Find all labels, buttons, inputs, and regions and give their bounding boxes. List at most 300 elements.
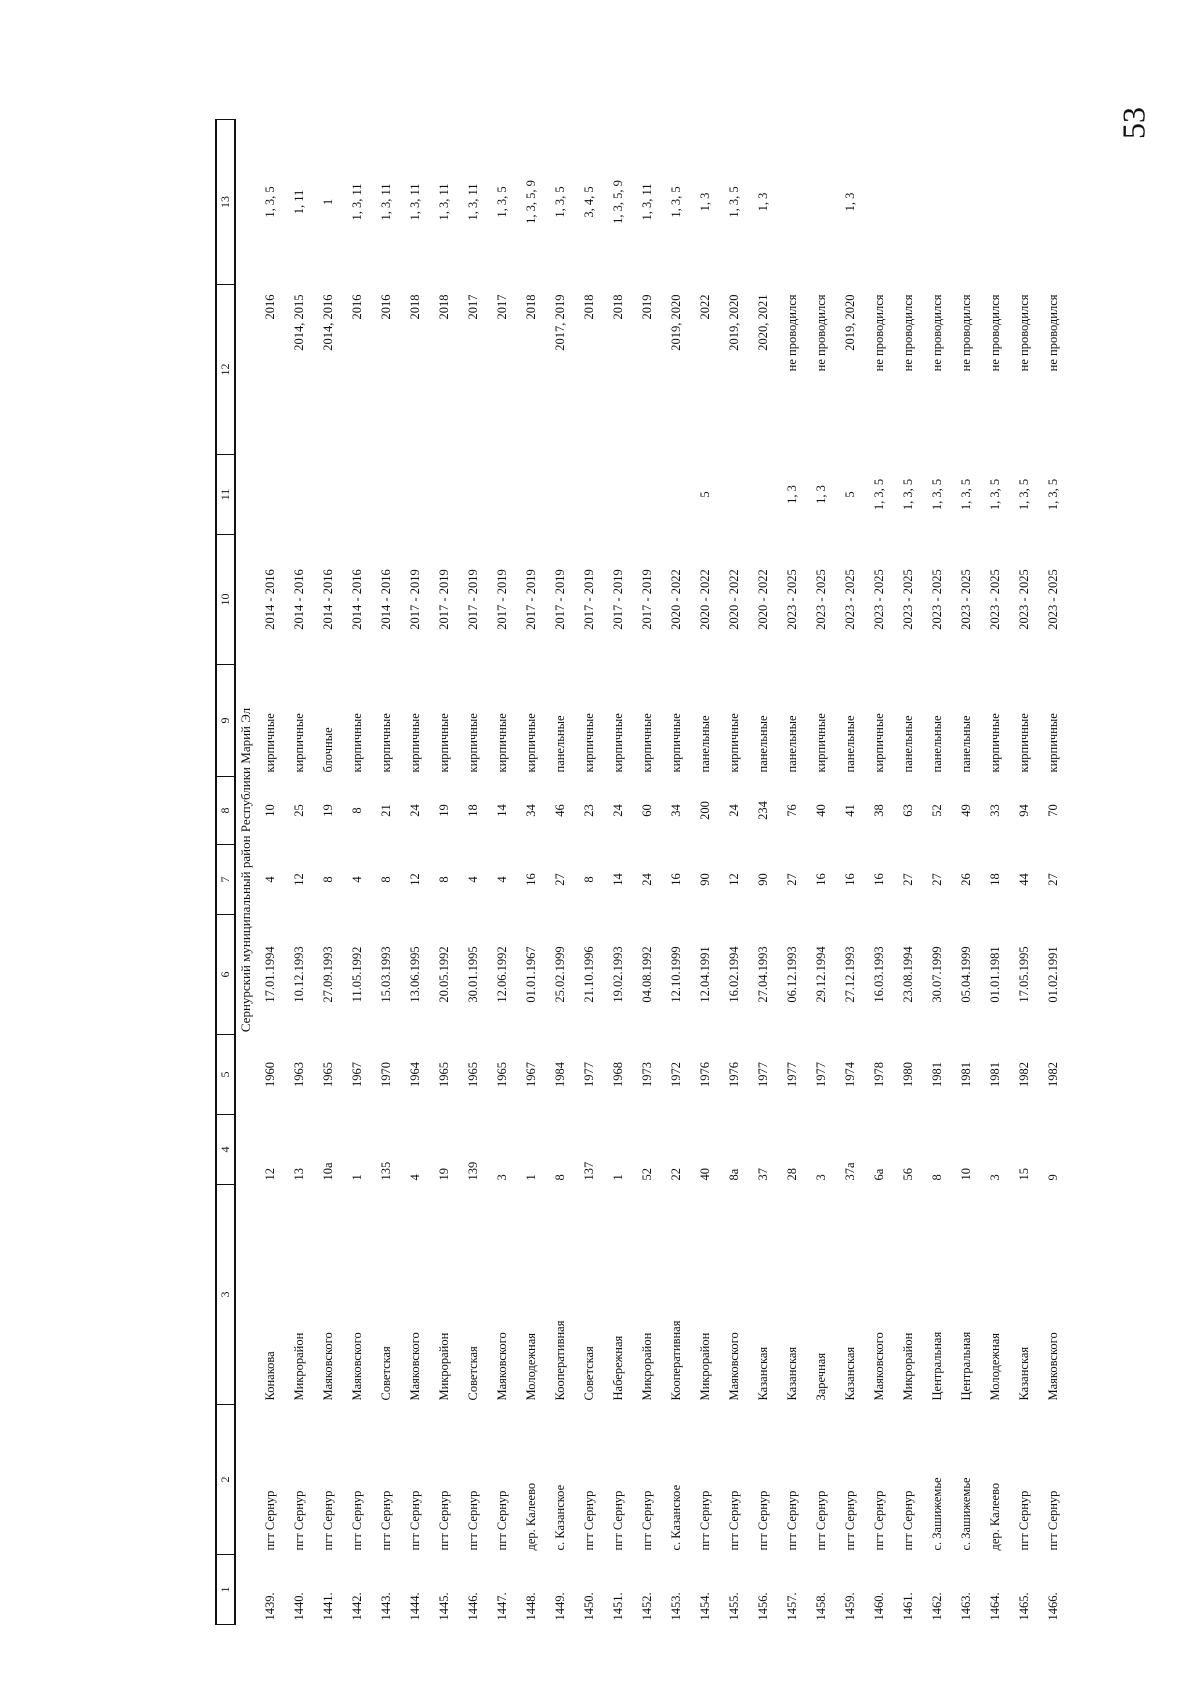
column-header-9: 9	[216, 665, 235, 777]
row-number-cell: 1450.	[582, 1592, 596, 1621]
wall-material-cell: кирпичные	[292, 713, 306, 773]
row-number-cell: 1464.	[988, 1592, 1002, 1621]
build-year-cell: 1982	[1046, 1062, 1060, 1087]
repair-period-cell: 2023 - 2025	[872, 569, 886, 630]
completed-works-cell	[952, 120, 981, 285]
table-row	[343, 120, 372, 1625]
planned-works-cell	[285, 455, 314, 535]
apartments-cell: 200	[698, 801, 712, 820]
apartments-cell: 76	[785, 804, 799, 817]
planned-works-cell	[343, 455, 372, 535]
ownership-date-cell: 12.04.1991	[698, 946, 712, 1003]
apartments-cell: 234	[756, 801, 770, 820]
build-year-cell: 1984	[553, 1062, 567, 1087]
repair-period-cell: 2023 - 2025	[1046, 569, 1060, 630]
street-cell: Советская	[466, 1346, 480, 1401]
repair-year-cell: 2020, 2021	[756, 294, 770, 351]
apartments-cell: 23	[582, 804, 596, 817]
house-number-cell: 3	[814, 1174, 828, 1181]
row-number-cell: 1463.	[959, 1592, 973, 1621]
wall-material-cell: кирпичные	[379, 713, 393, 773]
repair-period-cell: 2023 - 2025	[843, 569, 857, 630]
street-cell: Центральная	[959, 1331, 973, 1401]
build-year-cell: 1967	[350, 1062, 364, 1087]
house-number-cell: 1	[611, 1174, 625, 1181]
settlement-cell: пгт Сернур	[263, 1490, 277, 1551]
street-cell: Маяковского	[321, 1332, 335, 1401]
row-number-cell: 1448.	[524, 1592, 538, 1621]
settlement-cell: пгт Сернур	[756, 1490, 770, 1551]
repair-year-cell: не проводился	[901, 294, 915, 372]
column-header-2: 2	[216, 1405, 235, 1555]
apartments-cell: 41	[843, 804, 857, 817]
table-row	[314, 120, 343, 1625]
repair-year-cell: 2017	[466, 294, 480, 320]
repair-year-cell: не проводился	[872, 294, 886, 372]
house-number-cell: 15	[1017, 1168, 1031, 1181]
floors-cell: 16	[872, 873, 886, 886]
wall-material-cell: кирпичные	[582, 713, 596, 773]
completed-works-cell	[778, 120, 807, 285]
row-number-cell: 1451.	[611, 1592, 625, 1621]
apartments-cell: 10	[263, 804, 277, 817]
apartments-cell: 8	[350, 807, 364, 814]
floors-cell: 16	[814, 873, 828, 886]
house-number-cell: 9	[1046, 1174, 1060, 1181]
completed-works-cell: 1, 3, 11	[379, 183, 393, 221]
street-cell: Набережная	[611, 1335, 625, 1401]
row-number-cell: 1440.	[292, 1592, 306, 1621]
planned-works-cell	[430, 455, 459, 535]
repair-period-cell: 2020 - 2022	[698, 569, 712, 630]
planned-works-cell: 5	[843, 491, 857, 498]
house-number-cell: 10а	[321, 1162, 335, 1181]
table-row	[691, 120, 720, 1625]
apartments-cell: 24	[611, 804, 625, 817]
repair-period-cell: 2017 - 2019	[553, 569, 567, 630]
apartments-cell: 70	[1046, 804, 1060, 817]
row-number-cell: 1444.	[408, 1592, 422, 1621]
apartments-cell: 34	[524, 804, 538, 817]
build-year-cell: 1970	[379, 1062, 393, 1087]
settlement-cell: пгт Сернур	[321, 1490, 335, 1551]
table-row	[952, 120, 981, 1625]
build-year-cell: 1974	[843, 1062, 857, 1087]
planned-works-cell	[633, 455, 662, 535]
ownership-date-cell: 01.02.1991	[1046, 946, 1060, 1003]
column-header-7: 7	[216, 845, 235, 915]
row-number-cell: 1447.	[495, 1592, 509, 1621]
wall-material-cell: панельные	[959, 715, 973, 773]
planned-works-cell	[720, 455, 749, 535]
house-number-cell: 137	[582, 1161, 596, 1181]
completed-works-cell: 1, 3, 5, 9	[611, 180, 625, 224]
build-year-cell: 1964	[408, 1062, 422, 1087]
table-row	[372, 120, 401, 1625]
completed-works-cell: 1, 3, 11	[350, 183, 364, 221]
wall-material-cell: кирпичные	[1046, 713, 1060, 773]
floors-cell: 27	[1046, 873, 1060, 886]
column-header-5: 5	[216, 1035, 235, 1115]
apartments-cell: 60	[640, 804, 654, 817]
floors-cell: 4	[263, 876, 277, 883]
repair-period-cell: 2023 - 2025	[988, 569, 1002, 630]
repair-year-cell: не проводился	[988, 294, 1002, 372]
settlement-cell: пгт Сернур	[350, 1490, 364, 1551]
build-year-cell: 1977	[756, 1062, 770, 1087]
repair-period-cell: 2023 - 2025	[1017, 569, 1031, 630]
completed-works-cell: 1, 3, 11	[408, 183, 422, 221]
planned-works-cell	[575, 455, 604, 535]
completed-works-cell	[981, 120, 1010, 285]
settlement-cell: пгт Сернур	[1017, 1490, 1031, 1551]
floors-cell: 16	[669, 873, 683, 886]
table-row	[430, 120, 459, 1625]
repair-period-cell: 2017 - 2019	[495, 569, 509, 630]
settlement-cell: пгт Сернур	[437, 1490, 451, 1551]
apartments-cell: 24	[727, 804, 741, 817]
ownership-date-cell: 11.05.1992	[350, 946, 364, 1003]
floors-cell: 90	[756, 873, 770, 886]
completed-works-cell: 1, 3	[843, 192, 857, 212]
column-header-11: 11	[216, 455, 235, 535]
build-year-cell: 1972	[669, 1062, 683, 1087]
row-number-cell: 1458.	[814, 1592, 828, 1621]
repair-period-cell: 2014 - 2016	[292, 569, 306, 630]
planned-works-cell: 1, 3, 5	[872, 478, 886, 511]
table-row	[778, 120, 807, 1625]
floors-cell: 4	[350, 876, 364, 883]
planned-works-cell	[662, 455, 691, 535]
repair-period-cell: 2017 - 2019	[466, 569, 480, 630]
build-year-cell: 1976	[727, 1062, 741, 1087]
street-cell: Маяковского	[1046, 1332, 1060, 1401]
house-number-cell: 1	[350, 1174, 364, 1181]
apartments-cell: 19	[321, 804, 335, 817]
table-row	[517, 120, 546, 1625]
settlement-cell: пгт Сернур	[408, 1490, 422, 1551]
repair-period-cell: 2020 - 2022	[727, 569, 741, 630]
wall-material-cell: кирпичные	[466, 713, 480, 773]
planned-works-cell: 1, 3	[785, 485, 799, 504]
floors-cell: 24	[640, 873, 654, 886]
settlement-cell: пгт Сернур	[495, 1490, 509, 1551]
floors-cell: 4	[466, 876, 480, 883]
wall-material-cell: панельные	[698, 715, 712, 773]
table-row	[256, 120, 285, 1625]
apartments-cell: 25	[292, 804, 306, 817]
street-cell: Микрорайон	[640, 1332, 654, 1401]
build-year-cell: 1965	[321, 1062, 335, 1087]
build-year-cell: 1981	[930, 1062, 944, 1087]
planned-works-cell	[546, 455, 575, 535]
wall-material-cell: кирпичные	[814, 713, 828, 773]
settlement-cell: дер. Калеево	[524, 1482, 538, 1551]
settlement-cell: с. Зашижемье	[930, 1477, 944, 1551]
build-year-cell: 1980	[901, 1062, 915, 1087]
row-number-cell: 1459.	[843, 1592, 857, 1621]
wall-material-cell: кирпичные	[437, 713, 451, 773]
ownership-date-cell: 23.08.1994	[901, 946, 915, 1003]
repair-year-cell: 2019, 2020	[727, 294, 741, 351]
settlement-cell: пгт Сернур	[1046, 1490, 1060, 1551]
settlement-cell: пгт Сернур	[379, 1490, 393, 1551]
table-row	[546, 120, 575, 1625]
street-cell: Маяковского	[727, 1332, 741, 1401]
repair-year-cell: 2022	[698, 294, 712, 320]
build-year-cell: 1981	[959, 1062, 973, 1087]
build-year-cell: 1976	[698, 1062, 712, 1087]
ownership-date-cell: 16.03.1993	[872, 946, 886, 1003]
ownership-date-cell: 30.07.1999	[930, 946, 944, 1003]
apartments-cell: 63	[901, 804, 915, 817]
house-number-cell: 135	[379, 1161, 393, 1181]
region-caption: Сернурский муниципальный район Республики Марий Эл	[238, 707, 253, 1033]
floors-cell: 44	[1017, 873, 1031, 886]
completed-works-cell: 1, 3, 11	[466, 183, 480, 221]
repair-year-cell: не проводился	[959, 294, 973, 372]
settlement-cell: пгт Сернур	[611, 1490, 625, 1551]
street-cell: Микрорайон	[901, 1332, 915, 1401]
street-cell: Маяковского	[408, 1332, 422, 1401]
repair-period-cell: 2014 - 2016	[263, 569, 277, 630]
table-row	[720, 120, 749, 1625]
floors-cell: 12	[727, 873, 741, 886]
apartments-cell: 49	[959, 804, 973, 817]
planned-works-cell	[314, 455, 343, 535]
floors-cell: 8	[582, 876, 596, 883]
ownership-date-cell: 15.03.1993	[379, 946, 393, 1003]
apartments-cell: 19	[437, 804, 451, 817]
ownership-date-cell: 19.02.1993	[611, 946, 625, 1003]
house-number-cell: 1	[524, 1174, 538, 1181]
column-number-header-row	[216, 120, 235, 1625]
repair-period-cell: 2023 - 2025	[814, 569, 828, 630]
house-number-cell: 52	[640, 1168, 654, 1181]
ownership-date-cell: 04.08.1992	[640, 946, 654, 1003]
planned-works-cell	[372, 455, 401, 535]
floors-cell: 4	[495, 876, 509, 883]
build-year-cell: 1960	[263, 1062, 277, 1087]
ownership-date-cell: 01.01.1981	[988, 946, 1002, 1003]
repair-period-cell: 2014 - 2016	[321, 569, 335, 630]
street-cell: Казанская	[785, 1346, 799, 1401]
column-header-1: 1	[216, 1555, 235, 1625]
column-header-12: 12	[216, 285, 235, 455]
ownership-date-cell: 06.12.1993	[785, 946, 799, 1003]
repair-period-cell: 2014 - 2016	[379, 569, 393, 630]
table-row	[488, 120, 517, 1625]
street-cell: Кооперативная	[669, 1320, 683, 1401]
apartments-cell: 94	[1017, 804, 1031, 817]
build-year-cell: 1965	[466, 1062, 480, 1087]
build-year-cell: 1973	[640, 1062, 654, 1087]
repair-year-cell: 2018	[437, 294, 451, 320]
completed-works-cell	[894, 120, 923, 285]
planned-works-cell: 1, 3, 5	[1046, 478, 1060, 511]
planned-works-cell	[604, 455, 633, 535]
apartments-cell: 24	[408, 804, 422, 817]
completed-works-cell: 1	[321, 198, 335, 206]
street-cell: Кооперативная	[553, 1320, 567, 1401]
wall-material-cell: панельные	[930, 715, 944, 773]
street-cell: Маяковского	[350, 1332, 364, 1401]
apartments-cell: 40	[814, 804, 828, 817]
register-table	[215, 119, 1068, 1625]
planned-works-cell	[256, 455, 285, 535]
house-number-cell: 37	[756, 1168, 770, 1181]
settlement-cell: пгт Сернур	[872, 1490, 886, 1551]
table-row	[836, 120, 865, 1625]
ownership-date-cell: 29.12.1994	[814, 946, 828, 1003]
table-row	[749, 120, 778, 1625]
wall-material-cell: кирпичные	[1017, 713, 1031, 773]
wall-material-cell: кирпичные	[524, 713, 538, 773]
wall-material-cell: панельные	[756, 715, 770, 773]
table-row	[1010, 120, 1039, 1625]
repair-period-cell: 2017 - 2019	[640, 569, 654, 630]
wall-material-cell: панельные	[901, 715, 915, 773]
completed-works-cell: 1, 3, 5	[553, 186, 567, 218]
repair-year-cell: 2014, 2015	[292, 294, 306, 351]
repair-year-cell: 2018	[524, 294, 538, 320]
house-number-cell: 37а	[843, 1162, 857, 1181]
settlement-cell: пгт Сернур	[843, 1490, 857, 1551]
floors-cell: 27	[930, 873, 944, 886]
street-cell: Советская	[582, 1346, 596, 1401]
planned-works-cell	[517, 455, 546, 535]
row-number-cell: 1455.	[727, 1592, 741, 1621]
apartments-cell: 33	[988, 804, 1002, 817]
repair-year-cell: 2019, 2020	[843, 294, 857, 351]
column-header-10: 10	[216, 535, 235, 665]
ownership-date-cell: 30.01.1995	[466, 946, 480, 1003]
apartments-cell: 38	[872, 804, 886, 817]
street-cell: Конакова	[263, 1351, 277, 1401]
table-row	[865, 120, 894, 1625]
apartments-cell: 34	[669, 804, 683, 817]
completed-works-cell: 1, 3, 5, 9	[524, 180, 538, 224]
repair-period-cell: 2023 - 2025	[930, 569, 944, 630]
ownership-date-cell: 17.05.1995	[1017, 946, 1031, 1003]
row-number-cell: 1462.	[930, 1592, 944, 1621]
house-number-cell: 40	[698, 1168, 712, 1181]
floors-cell: 18	[988, 873, 1002, 886]
repair-year-cell: 2016	[379, 294, 393, 320]
planned-works-cell: 1, 3	[814, 485, 828, 504]
ownership-date-cell: 21.10.1996	[582, 946, 596, 1003]
table-row	[285, 120, 314, 1625]
table-body	[235, 120, 1068, 1625]
row-number-cell: 1449.	[553, 1592, 567, 1621]
planned-works-cell	[749, 455, 778, 535]
floors-cell: 16	[524, 873, 538, 886]
row-number-cell: 1443.	[379, 1592, 393, 1621]
wall-material-cell: кирпичные	[872, 713, 886, 773]
row-number-cell: 1441.	[321, 1592, 335, 1621]
repair-period-cell: 2017 - 2019	[611, 569, 625, 630]
ownership-date-cell: 27.04.1993	[756, 946, 770, 1003]
wall-material-cell: кирпичные	[350, 713, 364, 773]
row-number-cell: 1452.	[640, 1592, 654, 1621]
table-row	[1039, 120, 1068, 1625]
ownership-date-cell: 05.04.1999	[959, 946, 973, 1003]
table-row	[459, 120, 488, 1625]
wall-material-cell: кирпичные	[263, 713, 277, 773]
repair-year-cell: не проводился	[1046, 294, 1060, 372]
row-number-cell: 1442.	[350, 1592, 364, 1621]
planned-works-cell	[401, 455, 430, 535]
completed-works-cell: 1, 3, 5	[495, 186, 509, 218]
table-row	[981, 120, 1010, 1625]
house-number-cell: 13	[292, 1168, 306, 1181]
apartments-cell: 52	[930, 804, 944, 817]
completed-works-cell	[807, 120, 836, 285]
street-cell: Казанская	[1017, 1346, 1031, 1401]
settlement-cell: с. Зашижемье	[959, 1477, 973, 1551]
wall-material-cell: кирпичные	[640, 713, 654, 773]
row-number-cell: 1466.	[1046, 1592, 1060, 1621]
house-number-cell: 12	[263, 1168, 277, 1181]
repair-year-cell: 2018	[408, 294, 422, 320]
repair-period-cell: 2017 - 2019	[437, 569, 451, 630]
wall-material-cell: кирпичные	[611, 713, 625, 773]
row-number-cell: 1446.	[466, 1592, 480, 1621]
ownership-date-cell: 17.01.1994	[263, 946, 277, 1003]
planned-works-cell: 1, 3, 5	[1017, 478, 1031, 511]
wall-material-cell: панельные	[553, 715, 567, 773]
house-number-cell: 8а	[727, 1168, 741, 1181]
table-row	[401, 120, 430, 1625]
repair-year-cell: не проводился	[1017, 294, 1031, 372]
row-number-cell: 1465.	[1017, 1592, 1031, 1621]
floors-cell: 90	[698, 873, 712, 886]
build-year-cell: 1982	[1017, 1062, 1031, 1087]
street-cell: Казанская	[756, 1346, 770, 1401]
repair-year-cell: не проводился	[930, 294, 944, 372]
ownership-date-cell: 12.06.1992	[495, 946, 509, 1003]
house-number-cell: 28	[785, 1168, 799, 1181]
repair-period-cell: 2017 - 2019	[408, 569, 422, 630]
ownership-date-cell: 27.12.1993	[843, 946, 857, 1003]
street-cell: Микрорайон	[437, 1332, 451, 1401]
build-year-cell: 1963	[292, 1062, 306, 1087]
wall-material-cell: кирпичные	[669, 713, 683, 773]
wall-material-cell: панельные	[843, 715, 857, 773]
completed-works-cell: 3, 4, 5	[582, 186, 596, 218]
house-number-cell: 4	[408, 1174, 422, 1181]
settlement-cell: пгт Сернур	[727, 1490, 741, 1551]
apartments-cell: 21	[379, 804, 393, 817]
repair-period-cell: 2023 - 2025	[901, 569, 915, 630]
settlement-cell: пгт Сернур	[814, 1490, 828, 1551]
table-row	[923, 120, 952, 1625]
ownership-date-cell: 20.05.1992	[437, 946, 451, 1003]
planned-works-cell: 1, 3, 5	[901, 478, 915, 511]
table-row	[807, 120, 836, 1625]
page-number: 53	[1115, 107, 1152, 139]
wall-material-cell: блочные	[321, 727, 335, 773]
floors-cell: 12	[408, 873, 422, 886]
column-header-4: 4	[216, 1115, 235, 1185]
row-number-cell: 1460.	[872, 1592, 886, 1621]
repair-year-cell: 2016	[350, 294, 364, 320]
house-number-cell: 8	[553, 1174, 567, 1181]
repair-year-cell: 2017, 2019	[553, 294, 567, 351]
street-cell: Микрорайон	[698, 1332, 712, 1401]
house-number-cell: 19	[437, 1168, 451, 1181]
street-cell: Казанская	[843, 1346, 857, 1401]
